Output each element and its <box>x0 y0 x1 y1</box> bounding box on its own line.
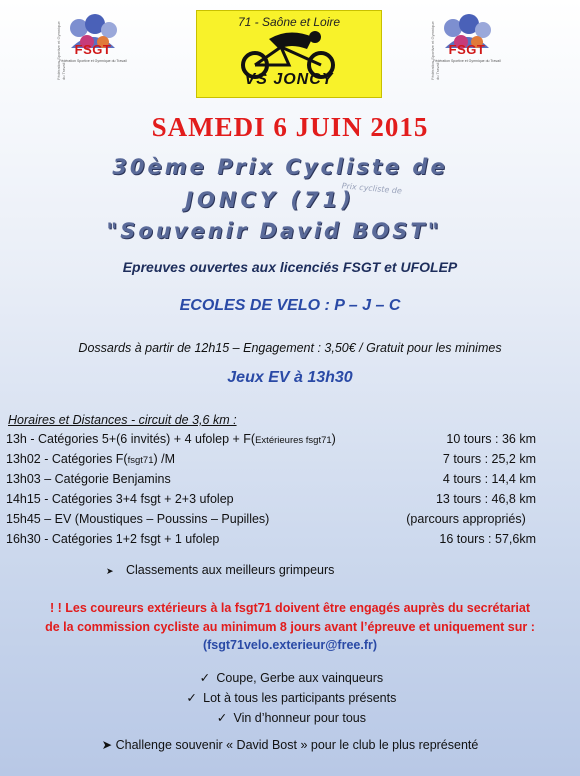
schedule-distance: 7 tours : 25,2 km <box>442 452 536 466</box>
fsgt-subtitle: Fédération Sportive et Gymnique du Travail <box>59 59 127 63</box>
schedule-row <box>6 432 566 452</box>
prize-item: ✓ Vin d’honneur pour tous <box>0 710 580 730</box>
schedule-row <box>6 512 566 532</box>
schedule-category: 13h - Catégories 5+(6 invités) + 4 ufolep + F(Extérieures fsgt71) <box>6 432 336 446</box>
warning-line2: de la commission cycliste au minimum 8 jours avant l’épreuve et uniquement sur : <box>45 620 535 634</box>
fsgt-logo-right <box>433 8 501 94</box>
eligibility-text: Epreuves ouvertes aux licenciés FSGT et UFOLEP <box>122 259 458 275</box>
schedule-distance: 4 tours : 14,4 km <box>442 472 536 486</box>
schedule-distance: (parcours appropriés) <box>406 512 526 526</box>
check-icon: ✓ <box>216 711 228 725</box>
schedule-row <box>6 532 566 552</box>
schedule-category: 13h02 - Catégories F(fsgt71) /M <box>6 452 176 466</box>
club-region: 71 - Saône et Loire <box>237 15 341 29</box>
arrow-bullet-icon: ➤ <box>101 738 113 752</box>
schedule-title: Horaires et Distances - circuit de 3,6 km : <box>8 413 237 427</box>
event-date: SAMEDI 6 JUIN 2015 <box>151 112 429 142</box>
event-title-line3: "Souvenir David BOST" <box>106 219 442 243</box>
schedule-row <box>6 492 566 512</box>
schedule-row <box>6 472 566 492</box>
warning-line1: ! ! Les coureurs extérieurs à la fsgt71 doivent être engagés auprès du secrétariat <box>49 601 531 615</box>
ecoles-heading: ECOLES DE VELO : P – J – C <box>179 297 401 314</box>
event-title-line1: 30ème Prix Cycliste de <box>112 155 448 179</box>
jeux-heading: Jeux EV à 13h30 <box>227 369 353 386</box>
schedule-category: 16h30 - Catégories 1+2 fsgt + 1 ufolep <box>6 532 220 546</box>
schedule-row <box>6 452 566 472</box>
fsgt-vertical-text-left: Fédération Sportive et Gymnique du Travail <box>56 21 66 80</box>
fsgt-label: FSGT <box>74 42 112 57</box>
schedule-distance: 10 tours : 36 km <box>446 432 536 446</box>
club-logo <box>196 10 382 98</box>
club-name: VS JONCY <box>244 71 334 88</box>
arrow-bullet-icon: ➤ <box>106 566 114 576</box>
schedule-distance: 13 tours : 46,8 km <box>435 492 536 506</box>
prize-item: ✓ Coupe, Gerbe aux vainqueurs <box>0 670 580 690</box>
fsgt-subtitle: Fédération Sportive et Gymnique du Travail <box>433 59 501 63</box>
contact-email[interactable]: (fsgt71velo.exterieur@free.fr) <box>202 638 378 652</box>
check-icon: ✓ <box>186 691 197 705</box>
schedule-category: 13h03 – Catégorie Benjamins <box>6 472 171 486</box>
check-icon: ✓ <box>199 671 211 685</box>
fsgt-vertical-text-right: Fédération Sportive et Gymnique du Travail <box>430 21 440 80</box>
prizes-list <box>0 670 580 730</box>
prize-item: ✓ Lot à tous les participants présents <box>0 690 580 710</box>
schedule-distance: 16 tours : 57,6km <box>439 532 536 546</box>
warning-notice <box>0 599 580 637</box>
schedule-category: 14h15 - Catégories 3+4 fsgt + 2+3 ufolep <box>6 492 234 506</box>
fsgt-label: FSGT <box>448 42 486 57</box>
schedule-table <box>6 432 566 552</box>
title-shadow-text: Prix cycliste de <box>341 181 403 196</box>
classements-item: ➤ Classements aux meilleurs grimpeurs <box>106 563 335 577</box>
challenge-item: ➤ Challenge souvenir « David Bost » pour le club le plus représenté <box>101 738 479 752</box>
fsgt-logo-left <box>59 8 127 94</box>
schedule-category: 15h45 – EV (Moustiques – Poussins – Pupilles) <box>6 512 270 526</box>
event-title-line2: JONCY (71) <box>185 188 355 212</box>
registration-text: Dossards à partir de 12h15 – Engagement : 3,50€ / Gratuit pour les minimes <box>78 341 502 355</box>
